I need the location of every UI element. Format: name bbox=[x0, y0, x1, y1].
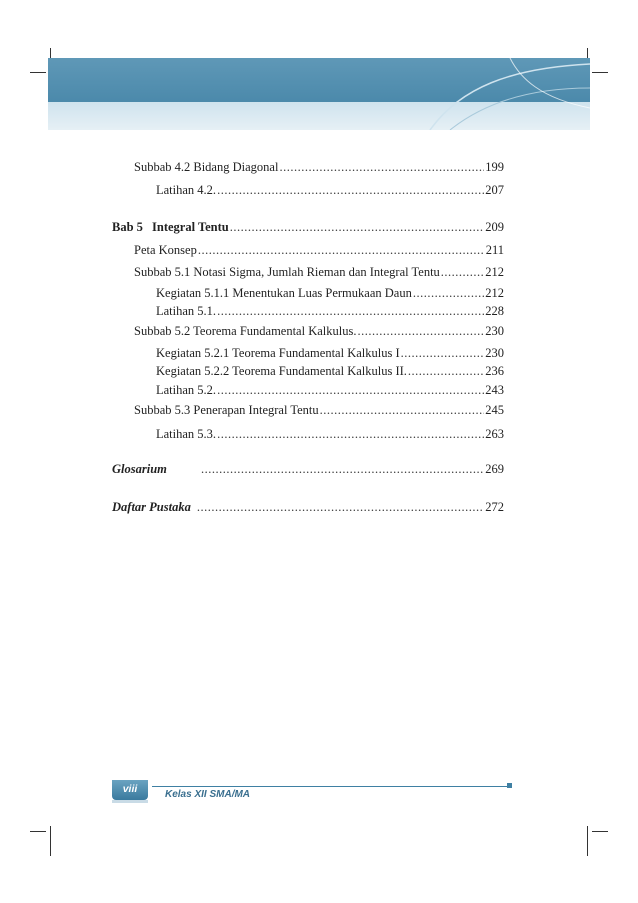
toc-entry-page: 230 bbox=[485, 324, 504, 338]
toc-entry-label: Subbab 5.2 Teorema Fundamental Kalkulus. bbox=[134, 324, 357, 338]
toc-leader bbox=[413, 286, 484, 301]
toc-entry-page: 199 bbox=[485, 160, 504, 174]
toc-entry-page: 207 bbox=[485, 183, 504, 197]
toc-daftar-pustaka-entry[interactable] bbox=[112, 500, 504, 515]
footer-rule bbox=[152, 786, 508, 787]
footer-rule-end bbox=[507, 783, 512, 788]
toc-entry-label: Kegiatan 5.2.1 Teorema Fundamental Kalkulus I bbox=[156, 346, 400, 360]
toc-entry-label: Latihan 5.2. bbox=[156, 383, 217, 397]
toc-entry-label: Latihan 4.2. bbox=[156, 183, 217, 197]
toc-entry-page: 230 bbox=[485, 346, 504, 360]
toc-entry-page: 272 bbox=[485, 500, 504, 514]
toc-leader bbox=[217, 427, 484, 442]
toc-entry[interactable] bbox=[134, 160, 504, 175]
toc-entry-page: 212 bbox=[485, 265, 504, 279]
toc-leader bbox=[441, 265, 484, 280]
toc-leader bbox=[357, 324, 484, 339]
toc-entry[interactable] bbox=[156, 183, 504, 198]
toc-entry-label: Subbab 4.2 Bidang Diagonal bbox=[134, 160, 279, 174]
toc-leader bbox=[279, 160, 484, 175]
toc-leader bbox=[230, 220, 484, 235]
toc-entry-label: Latihan 5.3. bbox=[156, 427, 217, 441]
toc-entry-page: 245 bbox=[485, 403, 504, 417]
toc-entry[interactable] bbox=[156, 346, 504, 361]
toc-entry-label: Kegiatan 5.1.1 Menentukan Luas Permukaan Daun bbox=[156, 286, 412, 300]
toc-entry[interactable] bbox=[134, 243, 504, 258]
toc-entry-label: Glosarium bbox=[112, 462, 167, 476]
toc-leader bbox=[217, 304, 484, 319]
toc-leader bbox=[401, 346, 485, 361]
toc-entry[interactable] bbox=[134, 324, 504, 339]
toc-entry-label: Peta Konsep bbox=[134, 243, 197, 257]
toc-entry-page: 211 bbox=[485, 243, 504, 257]
crop-mark bbox=[587, 826, 588, 856]
page-number-shadow bbox=[112, 800, 148, 803]
toc-leader bbox=[217, 183, 484, 198]
header-band bbox=[48, 58, 590, 130]
toc-entry-page: 269 bbox=[485, 462, 504, 476]
toc-entry-label: Integral Tentu bbox=[152, 220, 229, 234]
footer-book-title: Kelas XII SMA/MA bbox=[165, 789, 251, 800]
toc-leader bbox=[408, 364, 484, 379]
crop-mark bbox=[592, 831, 608, 832]
toc-entry[interactable] bbox=[156, 286, 504, 301]
toc-entry-label: Kegiatan 5.2.2 Teorema Fundamental Kalkulus II. bbox=[156, 364, 407, 378]
toc-entry-page: 212 bbox=[485, 286, 504, 300]
toc-leader bbox=[201, 462, 484, 477]
toc-entry-label: Subbab 5.1 Notasi Sigma, Jumlah Rieman dan Integral Tentu bbox=[134, 265, 440, 279]
toc-entry[interactable] bbox=[156, 383, 504, 398]
toc-glosarium-entry[interactable] bbox=[112, 462, 504, 477]
toc-entry[interactable] bbox=[134, 265, 504, 280]
toc-entry-page: 228 bbox=[485, 304, 504, 318]
toc-leader bbox=[198, 243, 485, 258]
chapter-number: Bab 5 bbox=[112, 220, 143, 234]
page-number: viii bbox=[112, 780, 148, 800]
toc-entry[interactable] bbox=[134, 403, 504, 418]
toc-leader bbox=[197, 500, 484, 515]
toc-leader bbox=[217, 383, 484, 398]
crop-mark bbox=[30, 72, 46, 73]
toc-entry-label: Latihan 5.1. bbox=[156, 304, 217, 318]
toc-entry-label: Subbab 5.3 Penerapan Integral Tentu bbox=[134, 403, 319, 417]
toc-leader bbox=[320, 403, 485, 418]
toc-chapter-entry[interactable] bbox=[112, 220, 504, 235]
crop-mark bbox=[592, 72, 608, 73]
header-ornament-icon bbox=[390, 58, 590, 130]
toc-entry-page: 209 bbox=[485, 220, 504, 234]
toc-entry-label: Daftar Pustaka bbox=[112, 500, 191, 514]
toc-entry-page: 263 bbox=[485, 427, 504, 441]
crop-mark bbox=[50, 826, 51, 856]
crop-mark bbox=[30, 831, 46, 832]
toc-entry[interactable] bbox=[156, 364, 504, 379]
toc-entry[interactable] bbox=[156, 304, 504, 319]
toc-entry[interactable] bbox=[156, 427, 504, 442]
toc-entry-page: 236 bbox=[485, 364, 504, 378]
toc-entry-page: 243 bbox=[485, 383, 504, 397]
